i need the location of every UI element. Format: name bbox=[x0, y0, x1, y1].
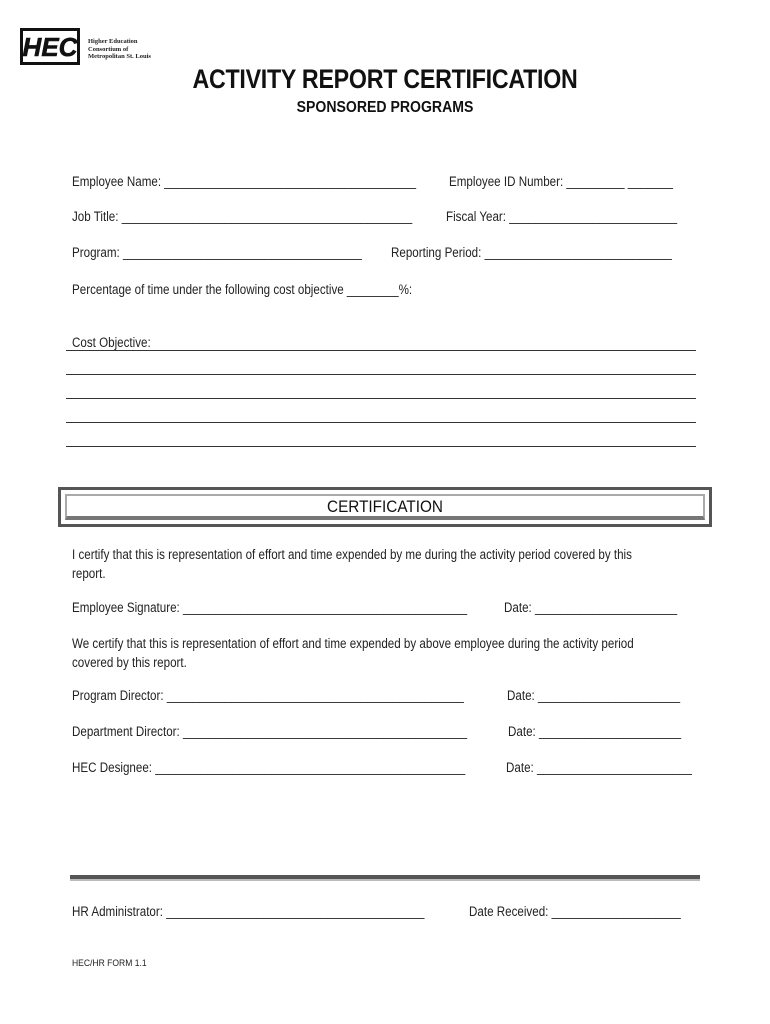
cost-objective-line-4[interactable] bbox=[66, 422, 696, 423]
department-director-field[interactable]: Department Director: ____________________________________________ bbox=[72, 724, 468, 739]
employee-signature-field[interactable]: Employee Signature: ____________________________________________ bbox=[72, 600, 468, 615]
form-number: HEC/HR FORM 1.1 bbox=[72, 958, 147, 969]
hr-administrator-field[interactable]: HR Administrator: ________________________________________ bbox=[72, 904, 425, 919]
form-subtitle: SPONSORED PROGRAMS bbox=[296, 99, 474, 116]
hec-logo-mark bbox=[23, 31, 77, 62]
cost-objective-line-3[interactable] bbox=[66, 398, 696, 399]
job-title-field[interactable]: Job Title: _____________________________________________ bbox=[72, 209, 413, 224]
cost-objective-line-1[interactable] bbox=[66, 350, 696, 351]
program-director-field[interactable]: Program Director: ______________________________________________ bbox=[72, 688, 464, 703]
hec-logo-text: HEC bbox=[23, 32, 77, 62]
reporting-period-field[interactable]: Reporting Period: _____________________________ bbox=[391, 245, 672, 260]
employee-id-field[interactable]: Employee ID Number: _________ _______ bbox=[449, 174, 673, 189]
cost-objective-line-5[interactable] bbox=[66, 446, 696, 447]
hec-logo bbox=[20, 28, 80, 65]
org-line-1: Higher Education bbox=[88, 38, 138, 45]
hec-designee-date-field[interactable]: Date: ________________________ bbox=[506, 760, 692, 775]
percentage-field[interactable]: Percentage of time under the following cost objective ________%: bbox=[72, 282, 413, 297]
form-title: ACTIVITY REPORT CERTIFICATION bbox=[192, 64, 578, 94]
section-divider bbox=[70, 875, 700, 881]
certification-banner bbox=[58, 487, 712, 527]
employee-certify-statement: I certify that this is representation of effort and time expended by me during the activity period covered by this report. bbox=[72, 547, 632, 581]
org-line-3: Metropolitan St. Louis bbox=[88, 53, 151, 60]
org-line-2: Consortium of bbox=[88, 45, 129, 53]
date-received-field[interactable]: Date Received: ____________________ bbox=[469, 904, 681, 919]
cost-objective-label: Cost Objective: bbox=[72, 335, 151, 350]
program-director-date-field[interactable]: Date: ______________________ bbox=[507, 688, 681, 703]
supervisor-certify-statement: We certify that this is representation of effort and time expended by above employee during the activity period covered by this report. bbox=[72, 636, 634, 670]
program-field[interactable]: Program: _____________________________________ bbox=[72, 245, 362, 260]
hec-designee-field[interactable]: HEC Designee: ________________________________________________ bbox=[72, 760, 466, 775]
employee-signature-date-field[interactable]: Date: ______________________ bbox=[504, 600, 678, 615]
cost-objective-line-2[interactable] bbox=[66, 374, 696, 375]
department-director-date-field[interactable]: Date: ______________________ bbox=[508, 724, 682, 739]
certification-heading: CERTIFICATION bbox=[327, 497, 443, 516]
fiscal-year-field[interactable]: Fiscal Year: __________________________ bbox=[446, 209, 678, 224]
organization-name bbox=[88, 38, 151, 61]
employee-name-field[interactable]: Employee Name: _______________________________________ bbox=[72, 174, 417, 189]
